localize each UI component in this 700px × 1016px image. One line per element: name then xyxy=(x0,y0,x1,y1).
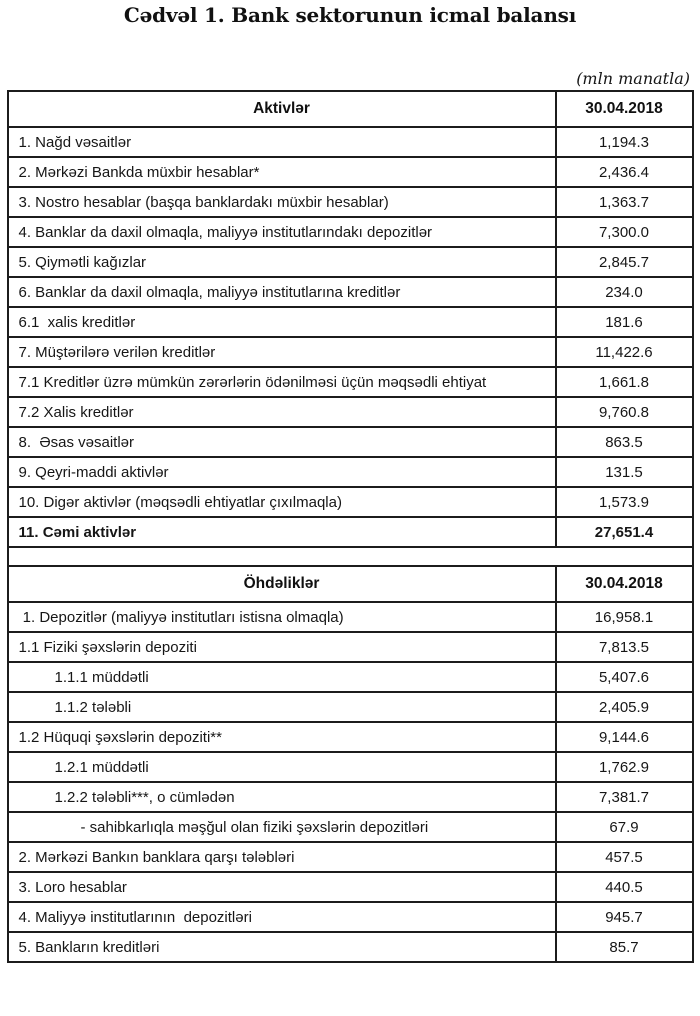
table-row xyxy=(8,602,693,632)
row-label: 11. Cəmi aktivlər xyxy=(8,517,556,547)
row-value: 7,381.7 xyxy=(556,782,693,812)
spacer-cell xyxy=(8,547,693,566)
row-value: 2,405.9 xyxy=(556,692,693,722)
table-row xyxy=(8,307,693,337)
row-value: 85.7 xyxy=(556,932,693,962)
row-label: 8. Əsas vəsaitlər xyxy=(8,427,556,457)
row-label: 1.1.1 müddətli xyxy=(8,662,556,692)
table-row xyxy=(8,872,693,902)
liabilities-header-label: Öhdəliklər xyxy=(8,566,556,602)
row-value: 440.5 xyxy=(556,872,693,902)
table-row xyxy=(8,187,693,217)
row-label: - sahibkarlıqla məşğul olan fiziki şəxslərin depozitləri xyxy=(8,812,556,842)
row-label: 9. Qeyri-maddi aktivlər xyxy=(8,457,556,487)
row-label: 1.2 Hüquqi şəxslərin depoziti** xyxy=(8,722,556,752)
assets-header-label: Aktivlər xyxy=(8,91,556,127)
row-value: 1,762.9 xyxy=(556,752,693,782)
row-value: 16,958.1 xyxy=(556,602,693,632)
row-value: 2,436.4 xyxy=(556,157,693,187)
assets-header-row xyxy=(8,91,693,127)
table-row xyxy=(8,397,693,427)
table-row xyxy=(8,722,693,752)
row-label: 6.1 xalis kreditlər xyxy=(8,307,556,337)
row-label: 5. Bankların kreditləri xyxy=(8,932,556,962)
row-value: 1,194.3 xyxy=(556,127,693,157)
row-label: 5. Qiymətli kağızlar xyxy=(8,247,556,277)
row-value: 945.7 xyxy=(556,902,693,932)
liabilities-header-date: 30.04.2018 xyxy=(556,566,693,602)
table-row xyxy=(8,812,693,842)
balance-table xyxy=(7,90,694,963)
table-row xyxy=(8,457,693,487)
table-row xyxy=(8,247,693,277)
row-value: 7,813.5 xyxy=(556,632,693,662)
table-row xyxy=(8,902,693,932)
table-row xyxy=(8,427,693,457)
liabilities-body xyxy=(8,602,693,962)
row-label: 2. Mərkəzi Bankda müxbir hesablar* xyxy=(8,157,556,187)
assets-header-section xyxy=(8,91,693,127)
row-label: 3. Loro hesablar xyxy=(8,872,556,902)
row-label: 7. Müştərilərə verilən kreditlər xyxy=(8,337,556,367)
row-value: 863.5 xyxy=(556,427,693,457)
row-value: 1,573.9 xyxy=(556,487,693,517)
table-gap-section xyxy=(8,547,693,566)
table-row xyxy=(8,932,693,962)
table-row xyxy=(8,692,693,722)
row-label: 1. Depozitlər (maliyyə institutları istisna olmaqla) xyxy=(8,602,556,632)
table-row xyxy=(8,632,693,662)
row-label: 10. Digər aktivlər (məqsədli ehtiyatlar çıxılmaqla) xyxy=(8,487,556,517)
row-label: 6. Banklar da daxil olmaqla, maliyyə institutlarına kreditlər xyxy=(8,277,556,307)
table-row xyxy=(8,217,693,247)
row-label: 7.1 Kreditlər üzrə mümkün zərərlərin ödənilməsi üçün məqsədli ehtiyat xyxy=(8,367,556,397)
assets-body xyxy=(8,127,693,547)
row-value: 5,407.6 xyxy=(556,662,693,692)
table-row xyxy=(8,782,693,812)
row-label: 1.1 Fiziki şəxslərin depoziti xyxy=(8,632,556,662)
assets-header-date: 30.04.2018 xyxy=(556,91,693,127)
row-label: 2. Mərkəzi Bankın banklara qarşı tələbləri xyxy=(8,842,556,872)
table-row xyxy=(8,157,693,187)
liabilities-header-section xyxy=(8,566,693,602)
row-label: 4. Maliyyə institutlarının depozitləri xyxy=(8,902,556,932)
table-row xyxy=(8,367,693,397)
table-row xyxy=(8,337,693,367)
row-value: 181.6 xyxy=(556,307,693,337)
row-value: 9,760.8 xyxy=(556,397,693,427)
row-value: 67.9 xyxy=(556,812,693,842)
table-row xyxy=(8,487,693,517)
row-label: 1. Nağd vəsaitlər xyxy=(8,127,556,157)
row-value: 7,300.0 xyxy=(556,217,693,247)
row-label: 1.1.2 tələbli xyxy=(8,692,556,722)
table-row xyxy=(8,752,693,782)
table-spacer-row xyxy=(8,547,693,566)
table-row xyxy=(8,517,693,547)
table-row xyxy=(8,277,693,307)
table-row xyxy=(8,127,693,157)
row-value: 234.0 xyxy=(556,277,693,307)
row-value: 457.5 xyxy=(556,842,693,872)
table-row xyxy=(8,842,693,872)
unit-note: (mln manatla) xyxy=(576,69,690,88)
row-value: 11,422.6 xyxy=(556,337,693,367)
table-row xyxy=(8,662,693,692)
row-label: 3. Nostro hesablar (başqa banklardakı müxbir hesablar) xyxy=(8,187,556,217)
row-value: 2,845.7 xyxy=(556,247,693,277)
row-value: 9,144.6 xyxy=(556,722,693,752)
row-value: 27,651.4 xyxy=(556,517,693,547)
row-label: 1.2.2 tələbli***, o cümlədən xyxy=(8,782,556,812)
row-value: 131.5 xyxy=(556,457,693,487)
row-label: 1.2.1 müddətli xyxy=(8,752,556,782)
liabilities-header-row xyxy=(8,566,693,602)
row-value: 1,661.8 xyxy=(556,367,693,397)
row-value: 1,363.7 xyxy=(556,187,693,217)
page-title: Cədvəl 1. Bank sektorunun icmal balansı xyxy=(123,3,577,27)
row-label: 4. Banklar da daxil olmaqla, maliyyə institutlarındakı depozitlər xyxy=(8,217,556,247)
row-label: 7.2 Xalis kreditlər xyxy=(8,397,556,427)
